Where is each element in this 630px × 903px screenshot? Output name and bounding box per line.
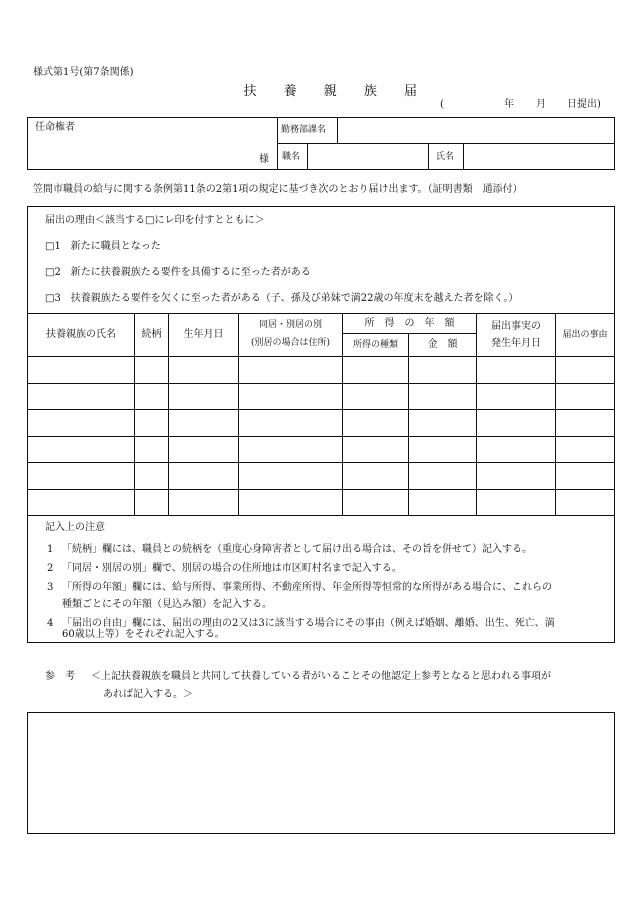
title-char: 親 xyxy=(323,84,337,99)
header-cohabit-line1: 同居・別居の別 xyxy=(258,320,322,330)
note-text-cont: 60歳以上等）をそれぞれ記入する。 xyxy=(62,629,225,640)
header-name: 扶養親族の氏名 xyxy=(46,329,116,340)
date-open: ( xyxy=(440,99,444,110)
header-fact-date xyxy=(477,314,555,356)
date-day[interactable]: 日提出) xyxy=(567,99,601,110)
reference-line-2: あれば記入する。＞ xyxy=(103,689,193,700)
note-number: 3 xyxy=(47,582,54,593)
header-income-type: 所得の種類 xyxy=(352,339,398,350)
sama-label: 様 xyxy=(259,154,269,165)
header-income: 所 得 の 年 額 xyxy=(364,317,455,329)
note-text-cont: 種類ごとにその年額（見込み額）を記入する。 xyxy=(62,599,272,610)
title-char: 届 xyxy=(404,84,418,99)
reference-label: 参 考 xyxy=(45,671,75,682)
department-label: 勤務部課名 xyxy=(281,125,327,135)
note-text: 「所得の年額」欄には、給与所得、事業所得、不動産所得、年金所得等恒常的な所得がある場合に、これらの xyxy=(62,582,552,593)
date-month[interactable]: 月 xyxy=(536,99,546,110)
divider xyxy=(428,143,429,170)
title-char: 族 xyxy=(363,84,377,99)
note-number: 2 xyxy=(47,563,54,574)
header-cohabit xyxy=(239,314,342,356)
submit-date xyxy=(440,100,615,112)
table-row[interactable] xyxy=(28,463,614,489)
header-fact-line1: 届出事実の xyxy=(491,321,541,332)
table-bottom-line xyxy=(27,515,615,516)
date-year[interactable]: 年 xyxy=(504,99,514,110)
position-field[interactable] xyxy=(308,144,427,169)
header-birthdate: 生年月日 xyxy=(183,329,224,340)
header-amount: 金 額 xyxy=(427,339,458,350)
table-row[interactable] xyxy=(28,437,614,462)
table-row[interactable] xyxy=(28,410,614,436)
header-reason: 届出の事由 xyxy=(562,329,608,340)
title-char: 扶 xyxy=(243,84,257,99)
header-fact-line2: 発生年月日 xyxy=(491,338,541,349)
position-label: 職名 xyxy=(282,152,301,162)
note-number: 1 xyxy=(47,544,54,555)
note-text: 「届出の自由」欄には、届出の理由の2又は3に該当する場合にその事由（例えば婚姻、離婚、出生、死亡、満 xyxy=(62,618,555,629)
notes-heading: 記入上の注意 xyxy=(45,522,105,533)
reference-box[interactable] xyxy=(27,712,615,834)
reference-line-1: ＜上記扶養親族を職員と共同して扶養している者がいることその他認定上参考となると思われる事項が xyxy=(91,671,551,682)
department-field[interactable] xyxy=(338,118,614,142)
reason-option-2[interactable]: □2 新たに扶養親族たる要件を具備するに至った者がある xyxy=(45,267,311,278)
reason-heading: 届出の理由＜該当する□にレ印を付すとともに＞ xyxy=(45,215,265,226)
form-title xyxy=(232,80,429,99)
title-char: 養 xyxy=(283,84,297,99)
table-row[interactable] xyxy=(28,490,614,515)
intro-text: 笠間市職員の給与に関する条例第11条の2第1項の規定に基づき次のとおり届け出ます。（証明書類 通添付） xyxy=(33,184,523,195)
form-number: 様式第1号(第7条関係) xyxy=(33,67,134,78)
table-row[interactable] xyxy=(28,357,614,383)
note-text: 「続柄」欄には、職員との続柄を（重度心身障害者として届け出る場合は、その旨を併せて）記入する。 xyxy=(62,544,532,555)
reason-option-1[interactable]: □1 新たに職員となった xyxy=(45,241,161,252)
table-row[interactable] xyxy=(28,384,614,409)
appointer-label: 任命権者 xyxy=(35,122,75,133)
note-number: 4 xyxy=(47,618,54,629)
name-label: 氏名 xyxy=(436,152,455,162)
reason-option-3[interactable]: □3 扶養親族たる要件を欠くに至った者がある（子、孫及び弟妹で満22歳の年度末を越えた者を除く。） xyxy=(45,293,519,304)
note-text: 「同居・別居の別」欄で、別居の場合の住所地は市区町村名まで記入する。 xyxy=(62,563,402,574)
header-relation: 続柄 xyxy=(141,329,162,340)
name-field[interactable] xyxy=(464,144,614,169)
header-cohabit-line2: (別居の場合は住所) xyxy=(250,338,331,348)
